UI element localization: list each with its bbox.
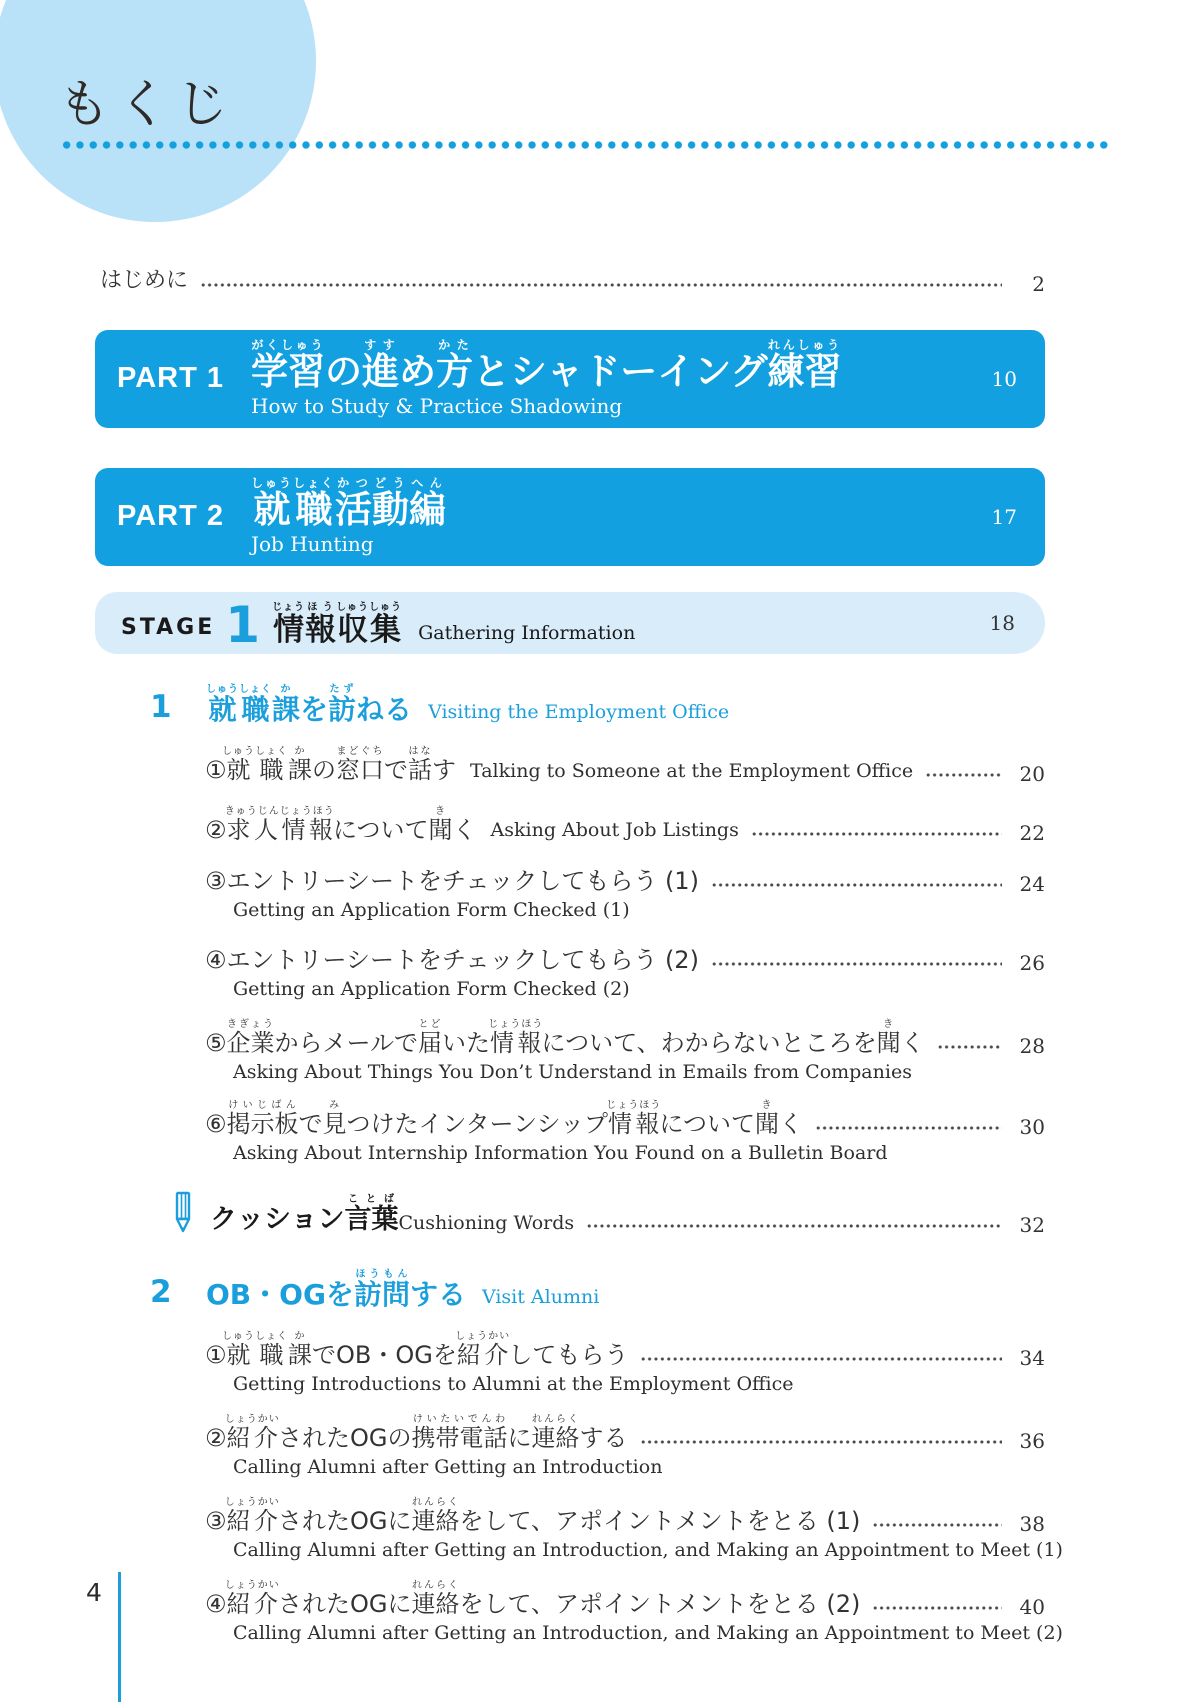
toc-item-title: ⑥掲示板けいじばんで見みつけたインターンシップ情報じょうほうについて聞きく [205, 1099, 804, 1138]
part-title: 就職しゅうしょく活かつ動どう編へん [251, 476, 447, 532]
toc-item-english: Asking About Job Listings [490, 818, 739, 841]
toc-item-english: Getting an Application Form Checked (2) [233, 977, 630, 1000]
page-number: 22 [1019, 820, 1045, 845]
stage-page-number: 18 [989, 611, 1015, 636]
toc-item-title: ①就職しゅうしょく課かでOB・OGを紹介しょうかいしてもらう [205, 1330, 629, 1369]
dot-leader [640, 1355, 1002, 1362]
dot-leader [640, 1438, 1002, 1445]
toc-item-english: Asking About Internship Information You Found on a Bulletin Board [233, 1141, 888, 1164]
toc-item [205, 1019, 1045, 1056]
part-label: PART 1 [117, 362, 224, 395]
stage-title: 情じょう報ほう収集しゅうしゅう [272, 602, 403, 649]
page-number: 20 [1019, 761, 1045, 786]
page-number: 2 [1032, 272, 1045, 297]
dot-leader [925, 771, 1002, 778]
toc-item-english: Cushioning Words [398, 1211, 575, 1234]
toc-item-title: ②紹介しょうかいされたOGの携帯電話けいたいでんわに連絡れんらくする [205, 1413, 628, 1452]
part-banner-1 [95, 330, 1045, 428]
toc-item [205, 1580, 1045, 1617]
page-number: 38 [1019, 1511, 1045, 1536]
part-label: PART 2 [117, 500, 224, 533]
toc-item-english: Calling Alumni after Getting an Introduction, and Making an Appointment to Meet (1) [233, 1538, 1063, 1561]
stage-label: STAGE [121, 615, 216, 641]
toc-item [205, 1331, 1045, 1368]
page-number: 30 [1019, 1114, 1045, 1139]
dot-leader [711, 881, 1002, 888]
dot-leader [711, 960, 1002, 967]
page-number: 24 [1019, 871, 1045, 896]
section-subtitle: Visit Alumni [481, 1285, 600, 1308]
toc-item [205, 746, 1045, 786]
toc-item [205, 945, 1045, 975]
page-number: 36 [1019, 1428, 1045, 1453]
page-number: 40 [1019, 1594, 1045, 1619]
toc-item [205, 1414, 1045, 1451]
section-number: 2 [150, 1273, 172, 1310]
header-dotted-rule [60, 140, 1108, 150]
part-page-number: 10 [991, 367, 1017, 392]
part-title-block [251, 338, 842, 418]
toc-item-title: ④紹介しょうかいされたOGに連絡れんらくをして、アポイントメントをとる (2) [205, 1579, 861, 1618]
section-title: 就職しゅうしょく課かを訪たずねる [206, 684, 413, 727]
dot-leader [751, 830, 1002, 837]
section-subtitle: Visiting the Employment Office [428, 701, 730, 724]
part-subtitle: Job Hunting [251, 532, 374, 557]
toc-item [205, 1100, 1045, 1137]
section-heading-1 [150, 684, 1200, 727]
toc-item-english: Calling Alumni after Getting an Introduction, and Making an Appointment to Meet (2) [233, 1621, 1063, 1644]
toc-item-title: ③エントリーシートをチェックしてもらう (1) [205, 866, 699, 895]
page-number: 34 [1019, 1345, 1045, 1370]
toc-item-english: Getting Introductions to Alumni at the Employment Office [233, 1372, 794, 1395]
dot-leader [200, 281, 1002, 288]
toc-item-title: ③紹介しょうかいされたOGに連絡れんらくをして、アポイントメントをとる (1) [205, 1496, 861, 1535]
footer-rule [118, 1572, 121, 1702]
page-number: 32 [1019, 1212, 1045, 1237]
part-title: 学習がくしゅうの進すすめ方かたとシャドーイング練習れんしゅう [251, 338, 842, 394]
intro-entry [100, 268, 1045, 297]
toc-item-english: Talking to Someone at the Employment Office [470, 759, 914, 782]
toc-item [205, 866, 1045, 896]
section-title: OB・OGを訪問ほうもんする [206, 1268, 466, 1311]
section-number: 1 [150, 689, 172, 726]
stage-banner [95, 592, 1045, 654]
dot-leader [872, 1604, 1002, 1611]
pencil-icon [168, 1191, 198, 1235]
toc-item-title: ⑤企業きぎょうからメールで届とどいた情報じょうほうについて、わからないところを聞きく [205, 1018, 925, 1057]
part-title-block [251, 476, 446, 556]
toc-item-english: Calling Alumni after Getting an Introduction [233, 1455, 663, 1478]
stage-number: 1 [225, 595, 261, 654]
page-number: 26 [1019, 950, 1045, 975]
cushion-title: クッション言葉ことば [210, 1194, 399, 1236]
footer-page-number: 4 [86, 1578, 102, 1607]
toc-item-title: ④エントリーシートをチェックしてもらう (2) [205, 945, 699, 974]
dot-leader [937, 1043, 1002, 1050]
toc-item [205, 1497, 1045, 1534]
toc-item-title: ①就職しゅうしょく課かの窓口まどぐちで話はなす [205, 746, 457, 785]
toc-item-english: Getting an Application Form Checked (1) [233, 898, 630, 921]
toc-item-english: Asking About Things You Don’t Understand in Emails from Companies [233, 1060, 912, 1083]
page-title: もくじ [58, 75, 236, 135]
section-heading-2 [150, 1269, 1200, 1309]
part-subtitle: How to Study & Practice Shadowing [251, 394, 623, 419]
dot-leader [586, 1222, 1002, 1229]
stage-subtitle: Gathering Information [418, 622, 636, 645]
part-banner-2 [95, 468, 1045, 566]
intro-label: はじめに [100, 268, 189, 293]
page-number: 28 [1019, 1033, 1045, 1058]
part-page-number: 17 [991, 505, 1017, 530]
toc-item [205, 806, 1045, 843]
dot-leader [815, 1124, 1002, 1131]
toc-item-title: ②求人きゅうじん情報じょうほうについて聞きく [205, 805, 477, 844]
dot-leader [872, 1521, 1002, 1528]
cushion-entry [168, 1191, 1045, 1235]
